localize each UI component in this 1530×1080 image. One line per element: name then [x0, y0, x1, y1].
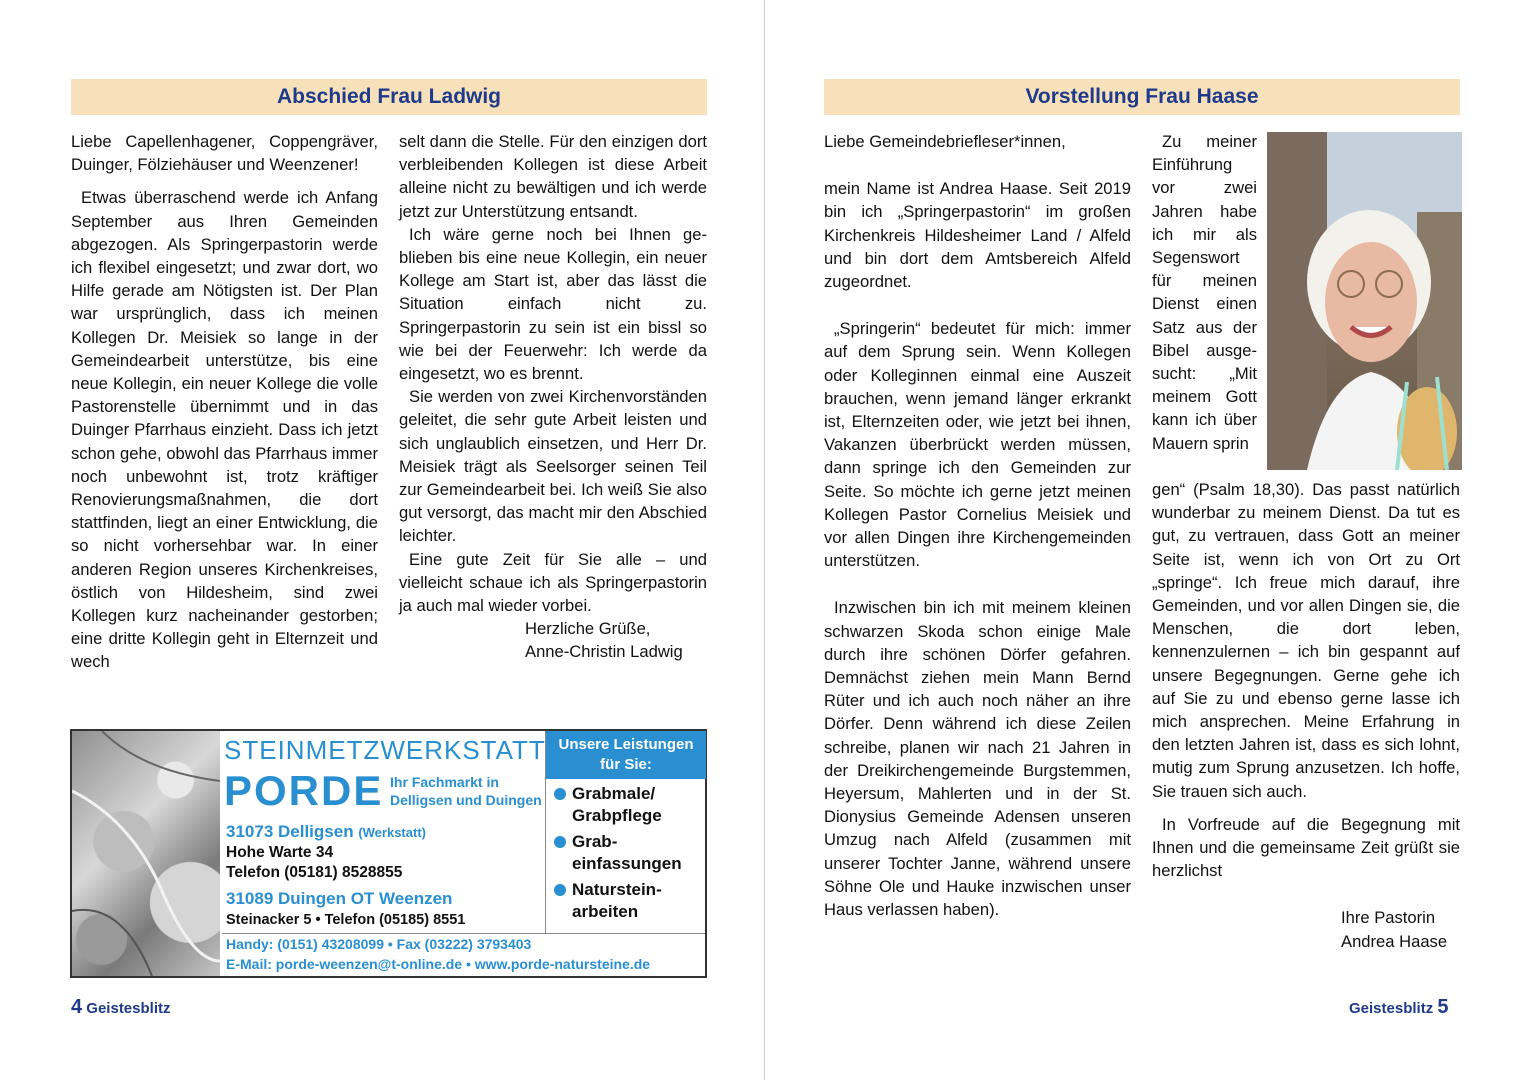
ad-address-1-street: Hohe Warte 34: [226, 844, 334, 861]
paragraph: selt dann die Stelle. Für den einzigen dort verbleibenden Kollegen ist diese Arbeit alleine nicht zu bewältigen und ich werde jetzt zur Unterstützung entsandt.: [399, 132, 707, 221]
paragraph: Etwas überraschend werde ich Anfang September aus Ihren Gemeinden abgezogen. Als Springerpastorin werde ich flexibel eingesetzt; und zwar dort, wo Hilfe gerade am Nötigsten ist. Der Plan war ursprünglich, dass ich meinen Kollegen Dr. Meisiek so lange in der Gemeindearbeit unterstütze, bis eine neue Kollegin, ein neuer Kollege die volle Pastorenstelle übernimmt und in das Duinger Pfarrhaus einzieht. Dass ich jetzt schon gehe, obwohl das Pfarrhaus immer noch unbewohnt ist, trotz kräftiger Renovierungsmaßnahmen, die dort stattfinden, liegt an einer Entwicklung, die so nicht vorhersehbar war. In einer anderen Region unseres Kirchenkreises, östlich von Hildesheim, sind zwei Kollegen kurz nacheinander gestorben; eine dritte Kollegin geht in Elternzeit und wech: [71, 188, 378, 672]
signature-name: Andrea Haase: [1341, 931, 1448, 951]
ad-brand-logo: PORDE: [224, 767, 384, 814]
portrait-illustration-icon: [1267, 132, 1462, 470]
ad-subline-2: Delligsen und Duingen: [390, 792, 542, 808]
stone-texture-image: [72, 731, 220, 976]
ad-services-heading-2: für Sie:: [600, 756, 652, 773]
article-column-2: [1152, 478, 1460, 953]
paragraph: mein Name ist Andrea Haase. Seit 2019 bin ich „Springerpastorin“ im großen Kirchenkreis Hildesheimer Land / Alfeld und bin dort dem Amtsbereich Alfeld zugeordnet.: [824, 179, 1131, 292]
ad-service-item: Grabmale/ Grabpflege: [546, 783, 706, 827]
signature-name: Anne-Christin Ladwig: [525, 642, 683, 662]
ad-subline-1: Ihr Fachmarkt in: [390, 774, 499, 790]
ad-contact-email-web: E-Mail: porde-weenzen@t-online.de • www.porde-natursteine.de: [226, 956, 651, 972]
ad-address-1-city: 31073 Delligsen (Werkstatt): [226, 822, 426, 841]
signature-line: Ihre Pastorin: [1341, 908, 1436, 928]
publication-name: Geistesblitz: [86, 1000, 171, 1017]
ad-service-item: Natursteinarbeiten: [546, 879, 706, 923]
publication-name: Geistesblitz: [1349, 1000, 1434, 1017]
page-footer-right: [1349, 996, 1449, 1019]
paragraph: gen“ (Psalm 18,30). Das passt natürlich wunderbar zu meinem Dienst. Da tut es gut, zu vertrauen, dass Gott an meiner Seite ist, wenn ich von Ort zu Ort „springe“. Ich freue mich darauf, ihre Gemeinden, und vor allen Dingen sie, die Menschen, die dort leben, kennenzulernen – ich bin gespannt auf unsere Begegnungen. Gerne gehe ich auf Sie zu und ebenso gerne lasse ich mich ansprechen. Meine Erfahrung in den letzten Jahren ist, dass es sich lohnt, mutig zum Sprung anzusetzen. Ich hoffe, Sie trauen sich auch.: [1152, 480, 1460, 801]
advertisement-steinmetz: [70, 729, 707, 978]
paragraph: Eine gute Zeit für Sie alle – und vielleicht schaue ich als Springerpastorin ja auch mal wieder vorbei.: [399, 549, 707, 616]
bullet-icon: [554, 788, 566, 800]
ad-subline: [390, 773, 542, 809]
paragraph: Liebe Capellenhagener, Coppengräver, Duinger, Fölziehäuser und Weenzener!: [71, 132, 378, 175]
page-number: 4: [71, 996, 83, 1018]
article-column-2-beside-photo: [1152, 130, 1257, 455]
article-column-1: [824, 130, 1131, 921]
page-title: Vorstellung Frau Haase: [824, 79, 1460, 115]
article-column-2: [399, 130, 707, 664]
signature-line: Herzliche Grüße,: [525, 619, 651, 639]
article-column-1: [71, 130, 378, 674]
page-number: 5: [1437, 996, 1449, 1018]
paragraph: In Vorfreude auf die Begegnung mit Ihnen und die gemeinsame Zeit grüßt sie herzlichst: [1152, 814, 1460, 881]
ad-services-heading-1: Unsere Leistungen: [558, 736, 694, 753]
ad-address-2-line: Steinacker 5 • Telefon (05185) 8551: [226, 912, 466, 928]
ad-company-title: STEINMETZWERKSTATT: [224, 735, 546, 765]
ad-address-1-phone: Telefon (05181) 8528855: [226, 864, 403, 881]
paragraph: „Springerin“ bedeutet für mich: immer auf dem Sprung sein. Wenn Kollegen oder Kolleginnen einmal eine Auszeit brauchen, wenn jemand länger erkrankt ist, Elternzeiten oder, wie jetzt bei ihnen, Vakanzen überbrückt werden müssen, dann springe ich den Gemeinden zur Seite. So möchte ich gerne jetzt meinen Kollegen Pastor Cornelius Meisiek und vor allen Dingen ihre Kirchengemeinden unterstützen.: [824, 319, 1131, 571]
paragraph: Liebe Gemeindebriefleser*innen,: [824, 132, 1066, 151]
portrait-photo: [1267, 132, 1462, 470]
ad-contact-info: [222, 934, 705, 974]
paragraph: Sie werden von zwei Kirchenvorständen geleitet, die sehr gute Arbeit leisten und sich unglaublich einsetzen, und Herr Dr. Meisiek trägt als Seelsorger seinen Teil zur Gemeindearbeit bei. Ich weiß Sie also gut versorgt, das macht mir den Abschied leichter.: [399, 387, 707, 546]
page-title: Abschied Frau Ladwig: [71, 79, 707, 115]
bullet-icon: [554, 836, 566, 848]
ad-services-heading: [546, 731, 706, 779]
paragraph: Inzwischen bin ich mit meinem kleinen schwarzen Skoda schon einige Male durch ihre schönen Dörfer gefahren. Demnächst ziehen mein Mann Bernd Rüter und ich auch noch näher an ihre Dörfer. Denn während ich diese Zeilen schreibe, planen wir nach 21 Jahren in der Dreikirchengemeinde Burgstemmen, Heyersum, Mahlerten und in der St. Dionysius Gemeinde Adensen unseren Umzug nach Alfeld (zusammen mit unserer Tochter Janne, während unsere Söhne Ole und Hauke inzwischen unser Haus verlassen haben).: [824, 598, 1131, 920]
paragraph: Zu meiner Einführung vor zwei Jahren habe ich mir als Segenswort für meinen Dienst einen Satz aus der Bibel ausgesucht: „Mit meinem Gott kann ich über Mauern sprin: [1152, 132, 1257, 453]
stone-pattern-icon: [72, 731, 220, 976]
ad-contact-phone-fax: Handy: (0151) 43208099 • Fax (03222) 3793403: [226, 936, 532, 952]
bullet-icon: [554, 884, 566, 896]
ad-address-2-city: 31089 Duingen OT Weenzen: [226, 889, 453, 908]
ad-services-box: [545, 731, 706, 933]
paragraph: Ich wäre gerne noch bei Ihnen geblieben bis eine neue Kollegin, ein neuer Kollege am Start ist, aber das lässt die Situation einfach nicht zu. Springerpastorin zu sein ist ein bissl so wie bei der Feuerwehr: Ich werde da eingesetzt, wo es brennt.: [399, 224, 707, 384]
page-footer-left: [71, 996, 171, 1019]
ad-service-item: Grabeinfassungen: [546, 831, 706, 875]
